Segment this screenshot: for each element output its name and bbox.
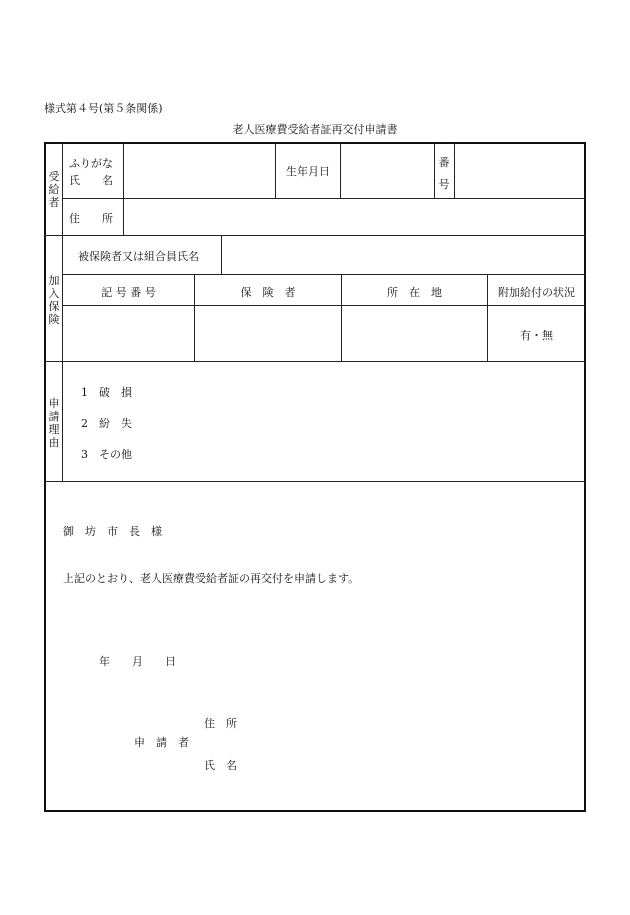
additional-benefit-value: 有・無	[520, 329, 553, 342]
form-frame	[44, 142, 586, 812]
divider-insured-name-label	[221, 235, 222, 274]
divider-insured-name	[62, 274, 586, 275]
divider-insurance-header	[62, 305, 586, 306]
col-header-location: 所 在 地	[387, 286, 442, 299]
divider-number-left	[434, 142, 435, 198]
reason-item-damage: 1 破 損	[81, 386, 132, 399]
divider-reason-end	[44, 481, 586, 482]
label-column-divider	[62, 142, 63, 481]
recipient-section-label: 受 給 者	[48, 170, 60, 209]
divider-number-right	[454, 142, 455, 198]
furigana-label: ふりがな	[69, 157, 113, 170]
reason-item-lost: 2 紛 失	[81, 417, 132, 430]
reason-section-label: 申 請 理 由	[48, 397, 60, 449]
divider-name-label	[123, 142, 124, 235]
divider-recipient-end	[44, 235, 586, 236]
addressee: 御 坊 市 長 様	[63, 525, 162, 538]
name-label: 氏 名	[69, 174, 113, 187]
applicant-address-label: 住 所	[204, 717, 237, 730]
number-label: 番 号	[438, 156, 450, 191]
col-header-additional-benefit: 附加給付の状況	[498, 286, 575, 299]
declaration-statement: 上記のとおり、老人医療費受給者証の再交付を申請します。	[63, 572, 360, 585]
address-label: 住 所	[69, 212, 113, 225]
insurance-section-label: 加 入 保 険	[48, 274, 60, 326]
applicant-label: 申 請 者	[134, 736, 189, 749]
birthdate-label: 生年月日	[286, 165, 330, 178]
applicant-name-label: 氏 名	[204, 759, 237, 772]
divider-birthdate-right	[340, 142, 341, 198]
reason-item-other: 3 その他	[81, 448, 132, 461]
divider-recipient-mid	[62, 198, 586, 199]
col-header-symbol-number: 記 号 番 号	[101, 286, 156, 299]
divider-insurance-end	[44, 361, 586, 362]
date-line: 年 月 日	[99, 655, 176, 668]
form-number: 様式第４号(第５条関係)	[44, 102, 163, 115]
col-header-insurer: 保 険 者	[240, 286, 296, 299]
insured-name-label: 被保険者又は組合員氏名	[78, 250, 199, 263]
form-title: 老人医療費受給者証再交付申請書	[232, 123, 398, 136]
